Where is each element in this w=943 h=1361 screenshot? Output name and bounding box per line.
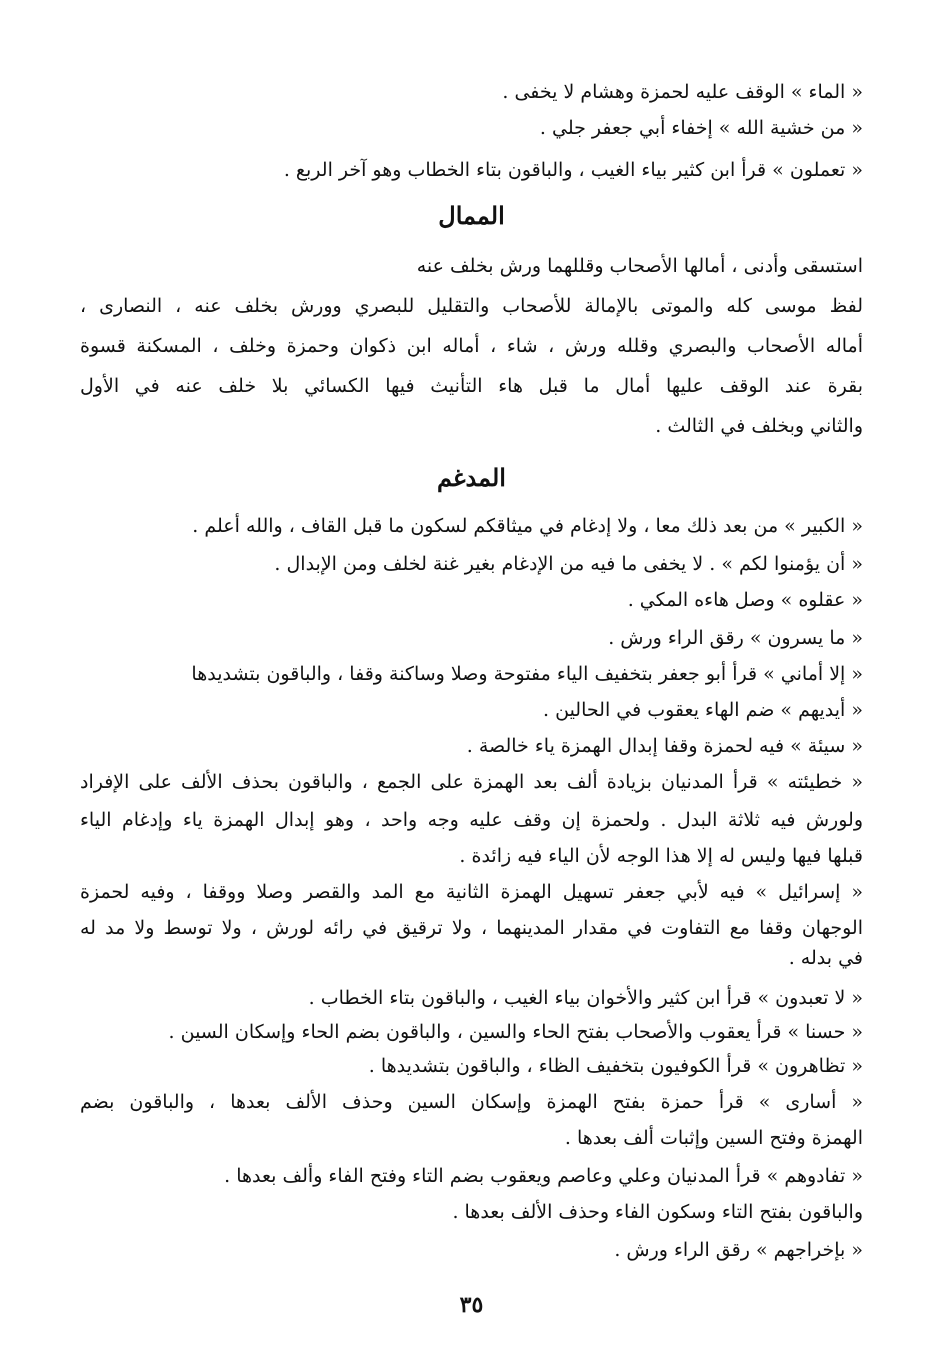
text-line: « من خشية الله » إخفاء أبي جعفر جلي . [539, 117, 863, 139]
text-line: استسقى وأدنى ، أمالها الأصحاب وقللهما ورش بخلف عنه [416, 255, 863, 277]
section-heading-mudgham: المدغم [437, 463, 506, 492]
text-line: « خطيئته » قرأ المدنيان بزيادة ألف بعد الهمزة على الجمع ، والباقون بحذف الألف على الإفراد [80, 771, 863, 793]
text-line: « عقلوه » وصل هاءه المكي . [627, 589, 863, 611]
text-line: « ما يسرون » رقق الراء ورش . [608, 627, 863, 649]
text-line: « تظاهرون » قرأ الكوفيون بتخفيف الظاء ، والباقون بتشديدها . [368, 1055, 863, 1077]
text-line: « سيئة » فيه لحمزة وقفا إبدال الهمزة ياء خالصة . [466, 735, 863, 757]
text-line: « أيديهم » ضم الهاء يعقوب في الحالين . [543, 699, 863, 721]
text-line: الوجهان وقفا مع التفاوت في مقدار المدينهما ، ولا ترقيق في رائه لورش ، ولا توسط ولا مد له [80, 917, 863, 939]
text-line: « الكبير » من بعد ذلك معا ، ولا إدغام في ميثاقكم لسكون ما قبل القاف ، والله أعلم . [192, 515, 863, 537]
text-line: « بإخراجهم » رقق الراء ورش . [614, 1239, 863, 1261]
text-line: أماله الأصحاب والبصري وقلله ورش ، شاء ، أماله ابن ذكوان وحمزة وخلف ، المسكنة قسوة [80, 335, 863, 357]
text-line: « الماء » الوقف عليه لحمزة وهشام لا يخفى . [502, 81, 863, 103]
text-line: « حسنا » قرأ يعقوب والأصحاب بفتح الحاء والسين ، والباقون بضم الحاء وإسكان السين . [168, 1021, 863, 1043]
text-line: في بدله . [788, 947, 863, 969]
page-number: ٣٥ [459, 1292, 484, 1318]
text-line: « إسرائيل » فيه لأبي جعفر تسهيل الهمزة الثانية مع المد والقصر وصلا ووقفا ، وفيه لحمزة [80, 881, 863, 903]
text-line: بقرة عند الوقف عليها أمال ما قبل هاء التأنيث فيها الكسائي بلا خلف عنه في الأول [80, 375, 863, 397]
text-line: والباقون بفتح التاء وسكون الفاء وحذف الألف بعدها . [452, 1201, 863, 1223]
text-line: الهمزة وفتح السين وإثبات ألف بعدها . [564, 1127, 863, 1149]
text-line: قبلها فيها وليس له إلا هذا الوجه لأن الياء فيه زائدة . [459, 845, 863, 867]
text-line: ولورش فيه ثلاثة البدل . ولحمزة إن وقف عليه وجه واحد ، وهو إبدال الهمزة ياء وإدغام الياء [80, 809, 863, 831]
text-line: « لا تعبدون » قرأ ابن كثير والأخوان بياء الغيب ، والباقون بتاء الخطاب . [308, 987, 863, 1009]
text-line: « أسارى » قرأ حمزة بفتح الهمزة وإسكان السين وحذف الألف بعدها ، والباقون بضم [80, 1091, 863, 1113]
text-line: والثاني وبخلف في الثالث . [655, 415, 863, 437]
text-line: « إلا أماني » قرأ أبو جعفر بتخفيف الياء مفتوحة وصلا وساكنة وقفا ، والباقون بتشديدها [191, 663, 863, 685]
text-line: « تعملون » قرأ ابن كثير بياء الغيب ، والباقون بتاء الخطاب وهو آخر الربع . [283, 159, 863, 181]
text-line: « أن يؤمنوا لكم » . لا يخفى ما فيه من الإدغام بغير غنة لخلف ومن الإبدال . [274, 553, 863, 575]
section-heading-mumal: الممال [438, 201, 505, 230]
text-line: لفظ موسى كله والموتى بالإمالة للأصحاب والتقليل للبصري وورش بخلف عنه ، النصارى ، [80, 295, 863, 317]
text-line: « تفادوهم » قرأ المدنيان وعلي وعاصم ويعقوب بضم التاء وفتح الفاء وألف بعدها . [224, 1165, 863, 1187]
